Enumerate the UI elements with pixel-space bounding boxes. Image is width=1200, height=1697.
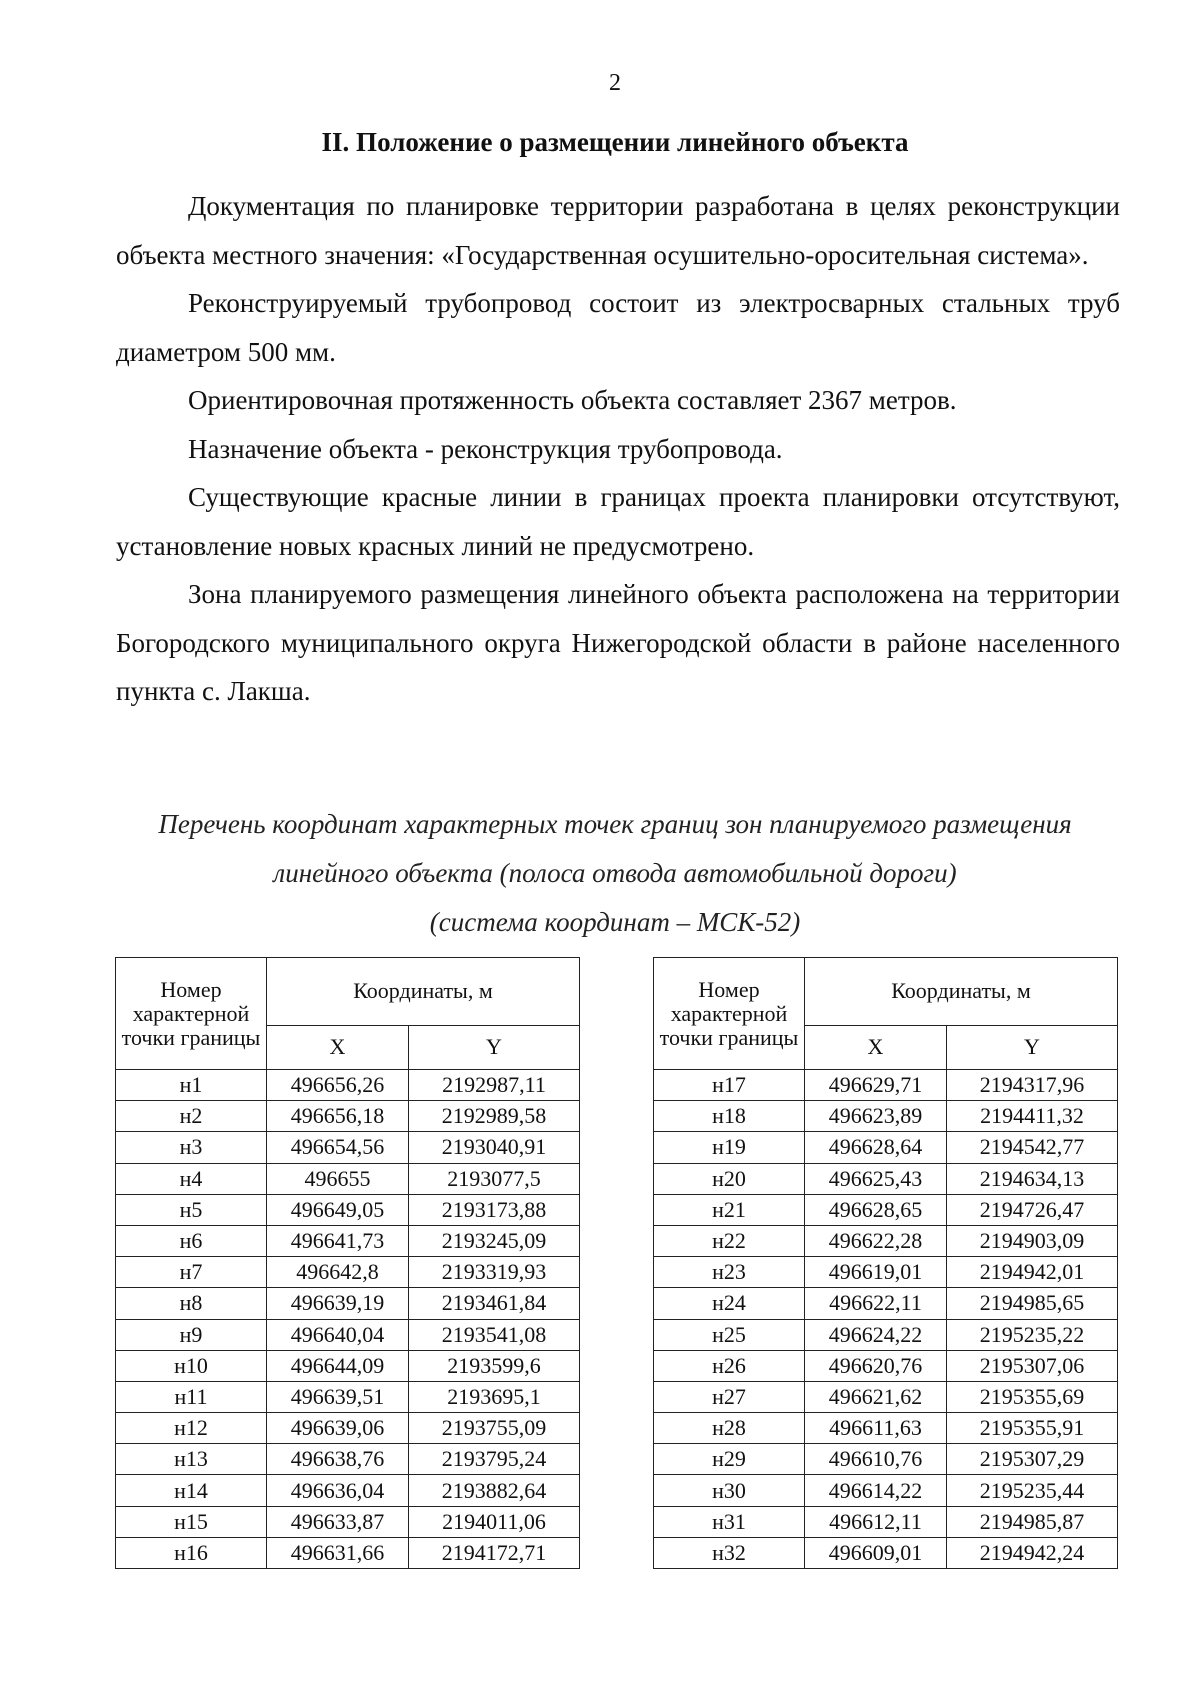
- x-cell: 496655: [267, 1163, 409, 1194]
- x-cell: 496612,11: [805, 1506, 947, 1537]
- point-number-cell: н30: [654, 1475, 805, 1506]
- y-cell: 2193695,1: [409, 1381, 580, 1412]
- point-number-cell: н28: [654, 1413, 805, 1444]
- table-row: [116, 1101, 580, 1132]
- coordinates-table-left: [115, 957, 580, 1569]
- table-row: [654, 1475, 1118, 1506]
- coordinates-table-right: [653, 957, 1118, 1569]
- x-cell: 496636,04: [267, 1475, 409, 1506]
- point-number-cell: н25: [654, 1319, 805, 1350]
- point-number-cell: н14: [116, 1475, 267, 1506]
- x-cell: 496640,04: [267, 1319, 409, 1350]
- table-row: [654, 1257, 1118, 1288]
- table-row: [116, 1194, 580, 1225]
- y-header: Y: [409, 1025, 580, 1069]
- table-row: [654, 1537, 1118, 1568]
- table-row: [654, 1132, 1118, 1163]
- x-cell: 496625,43: [805, 1163, 947, 1194]
- y-cell: 2193882,64: [409, 1475, 580, 1506]
- x-cell: 496619,01: [805, 1257, 947, 1288]
- x-cell: 496654,56: [267, 1132, 409, 1163]
- paragraph: Назначение объекта - реконструкция трубопровода.: [188, 433, 783, 464]
- x-cell: 496631,66: [267, 1537, 409, 1568]
- point-number-cell: н6: [116, 1225, 267, 1256]
- table-row: [116, 1444, 580, 1475]
- paragraph: Зона планируемого размещения линейного объекта расположена на территории Богородского муниципального округа Нижегородской области в районе населенного пункта с. Лакша.: [116, 579, 1120, 706]
- point-number-cell: н17: [654, 1070, 805, 1101]
- y-cell: 2194542,77: [947, 1132, 1118, 1163]
- x-cell: 496611,63: [805, 1413, 947, 1444]
- point-number-cell: н23: [654, 1257, 805, 1288]
- table-row: [116, 1225, 580, 1256]
- y-cell: 2193077,5: [409, 1163, 580, 1194]
- table-row: [654, 1194, 1118, 1225]
- x-cell: 496628,64: [805, 1132, 947, 1163]
- x-header: X: [267, 1025, 409, 1069]
- point-number-cell: н2: [116, 1101, 267, 1132]
- x-cell: 496633,87: [267, 1506, 409, 1537]
- paragraph: Документация по планировке территории разработана в целях реконструкции объекта местного значения: «Государственная осушительно-оросительная система».: [116, 191, 1120, 270]
- table-row: [116, 1475, 580, 1506]
- point-number-cell: н21: [654, 1194, 805, 1225]
- y-cell: 2192987,11: [409, 1070, 580, 1101]
- point-number-cell: н1: [116, 1070, 267, 1101]
- x-cell: 496628,65: [805, 1194, 947, 1225]
- table-row: [116, 1257, 580, 1288]
- x-cell: 496609,01: [805, 1537, 947, 1568]
- paragraph: Существующие красные линии в границах проекта планировки отсутствуют, установление новых красных линий не предусмотрено.: [116, 482, 1120, 561]
- x-header: X: [805, 1025, 947, 1069]
- point-number-cell: н31: [654, 1506, 805, 1537]
- point-number-cell: н22: [654, 1225, 805, 1256]
- y-cell: 2194011,06: [409, 1506, 580, 1537]
- table-row: [654, 1319, 1118, 1350]
- point-number-cell: н13: [116, 1444, 267, 1475]
- table-row: [116, 1163, 580, 1194]
- x-cell: 496639,51: [267, 1381, 409, 1412]
- y-cell: 2193461,84: [409, 1288, 580, 1319]
- y-cell: 2194985,87: [947, 1506, 1118, 1537]
- table-row: [654, 1101, 1118, 1132]
- table-row: [116, 1413, 580, 1444]
- point-number-cell: н29: [654, 1444, 805, 1475]
- point-number-cell: н18: [654, 1101, 805, 1132]
- y-header: Y: [947, 1025, 1118, 1069]
- table-row: [116, 1132, 580, 1163]
- table-row: [116, 1319, 580, 1350]
- table-row: [654, 1070, 1118, 1101]
- point-number-cell: н32: [654, 1537, 805, 1568]
- table-row: [654, 1444, 1118, 1475]
- y-cell: 2195235,22: [947, 1319, 1118, 1350]
- y-cell: 2194942,24: [947, 1537, 1118, 1568]
- table-row: [654, 1506, 1118, 1537]
- y-cell: 2192989,58: [409, 1101, 580, 1132]
- y-cell: 2194411,32: [947, 1101, 1118, 1132]
- point-number-cell: н15: [116, 1506, 267, 1537]
- caption-line: (система координат – МСК-52): [429, 907, 801, 937]
- point-number-cell: н19: [654, 1132, 805, 1163]
- y-cell: 2193173,88: [409, 1194, 580, 1225]
- x-cell: 496656,26: [267, 1070, 409, 1101]
- y-cell: 2194942,01: [947, 1257, 1118, 1288]
- x-cell: 496639,19: [267, 1288, 409, 1319]
- table-row: [654, 1381, 1118, 1412]
- y-cell: 2194726,47: [947, 1194, 1118, 1225]
- table-caption: [0, 800, 1200, 947]
- point-number-cell: н10: [116, 1350, 267, 1381]
- page-number: 2: [609, 70, 621, 96]
- y-cell: 2195235,44: [947, 1475, 1118, 1506]
- y-cell: 2194172,71: [409, 1537, 580, 1568]
- y-cell: 2193245,09: [409, 1225, 580, 1256]
- table-row: [654, 1350, 1118, 1381]
- x-cell: 496644,09: [267, 1350, 409, 1381]
- y-cell: 2194985,65: [947, 1288, 1118, 1319]
- point-number-cell: н3: [116, 1132, 267, 1163]
- point-number-cell: н5: [116, 1194, 267, 1225]
- section-title: II. Положение о размещении линейного объекта: [321, 127, 909, 157]
- caption-line: линейного объекта (полоса отвода автомобильной дороги): [273, 858, 957, 888]
- x-cell: 496642,8: [267, 1257, 409, 1288]
- table-row: [116, 1350, 580, 1381]
- x-cell: 496622,11: [805, 1288, 947, 1319]
- x-cell: 496620,76: [805, 1350, 947, 1381]
- table-row: [116, 1537, 580, 1568]
- paragraph: Реконструируемый трубопровод состоит из электросварных стальных труб диаметром 500 мм.: [116, 288, 1120, 367]
- x-cell: 496639,06: [267, 1413, 409, 1444]
- table-row: [654, 1163, 1118, 1194]
- paragraph: Ориентировочная протяженность объекта составляет 2367 метров.: [188, 385, 957, 415]
- point-number-cell: н9: [116, 1319, 267, 1350]
- point-number-cell: н26: [654, 1350, 805, 1381]
- point-number-cell: н24: [654, 1288, 805, 1319]
- point-number-header: Номер характерной точки границы: [116, 958, 267, 1070]
- point-number-cell: н27: [654, 1381, 805, 1412]
- point-number-cell: н12: [116, 1413, 267, 1444]
- point-number-cell: н20: [654, 1163, 805, 1194]
- y-cell: 2195307,06: [947, 1350, 1118, 1381]
- table-row: [654, 1288, 1118, 1319]
- x-cell: 496614,22: [805, 1475, 947, 1506]
- x-cell: 496621,62: [805, 1381, 947, 1412]
- x-cell: 496649,05: [267, 1194, 409, 1225]
- x-cell: 496622,28: [805, 1225, 947, 1256]
- coordinates-header: Координаты, м: [267, 958, 580, 1026]
- x-cell: 496641,73: [267, 1225, 409, 1256]
- table-row: [116, 1381, 580, 1412]
- y-cell: 2193541,08: [409, 1319, 580, 1350]
- caption-line: Перечень координат характерных точек границ зон планируемого размещения: [158, 809, 1072, 839]
- point-number-cell: н8: [116, 1288, 267, 1319]
- point-number-header: Номер характерной точки границы: [654, 958, 805, 1070]
- y-cell: 2193755,09: [409, 1413, 580, 1444]
- table-row: [654, 1225, 1118, 1256]
- y-cell: 2195355,69: [947, 1381, 1118, 1412]
- table-body: [116, 1070, 580, 1569]
- y-cell: 2193319,93: [409, 1257, 580, 1288]
- x-cell: 496638,76: [267, 1444, 409, 1475]
- y-cell: 2195307,29: [947, 1444, 1118, 1475]
- y-cell: 2193599,6: [409, 1350, 580, 1381]
- table-row: [116, 1070, 580, 1101]
- point-number-cell: н4: [116, 1163, 267, 1194]
- x-cell: 496610,76: [805, 1444, 947, 1475]
- x-cell: 496623,89: [805, 1101, 947, 1132]
- y-cell: 2194634,13: [947, 1163, 1118, 1194]
- y-cell: 2193795,24: [409, 1444, 580, 1475]
- y-cell: 2195355,91: [947, 1413, 1118, 1444]
- body-text: [116, 182, 1120, 716]
- y-cell: 2194903,09: [947, 1225, 1118, 1256]
- x-cell: 496624,22: [805, 1319, 947, 1350]
- table-row: [116, 1288, 580, 1319]
- coordinates-header: Координаты, м: [805, 958, 1118, 1026]
- x-cell: 496656,18: [267, 1101, 409, 1132]
- point-number-cell: н7: [116, 1257, 267, 1288]
- table-row: [654, 1413, 1118, 1444]
- table-row: [116, 1506, 580, 1537]
- point-number-cell: н11: [116, 1381, 267, 1412]
- table-body: [654, 1070, 1118, 1569]
- point-number-cell: н16: [116, 1537, 267, 1568]
- y-cell: 2193040,91: [409, 1132, 580, 1163]
- y-cell: 2194317,96: [947, 1070, 1118, 1101]
- x-cell: 496629,71: [805, 1070, 947, 1101]
